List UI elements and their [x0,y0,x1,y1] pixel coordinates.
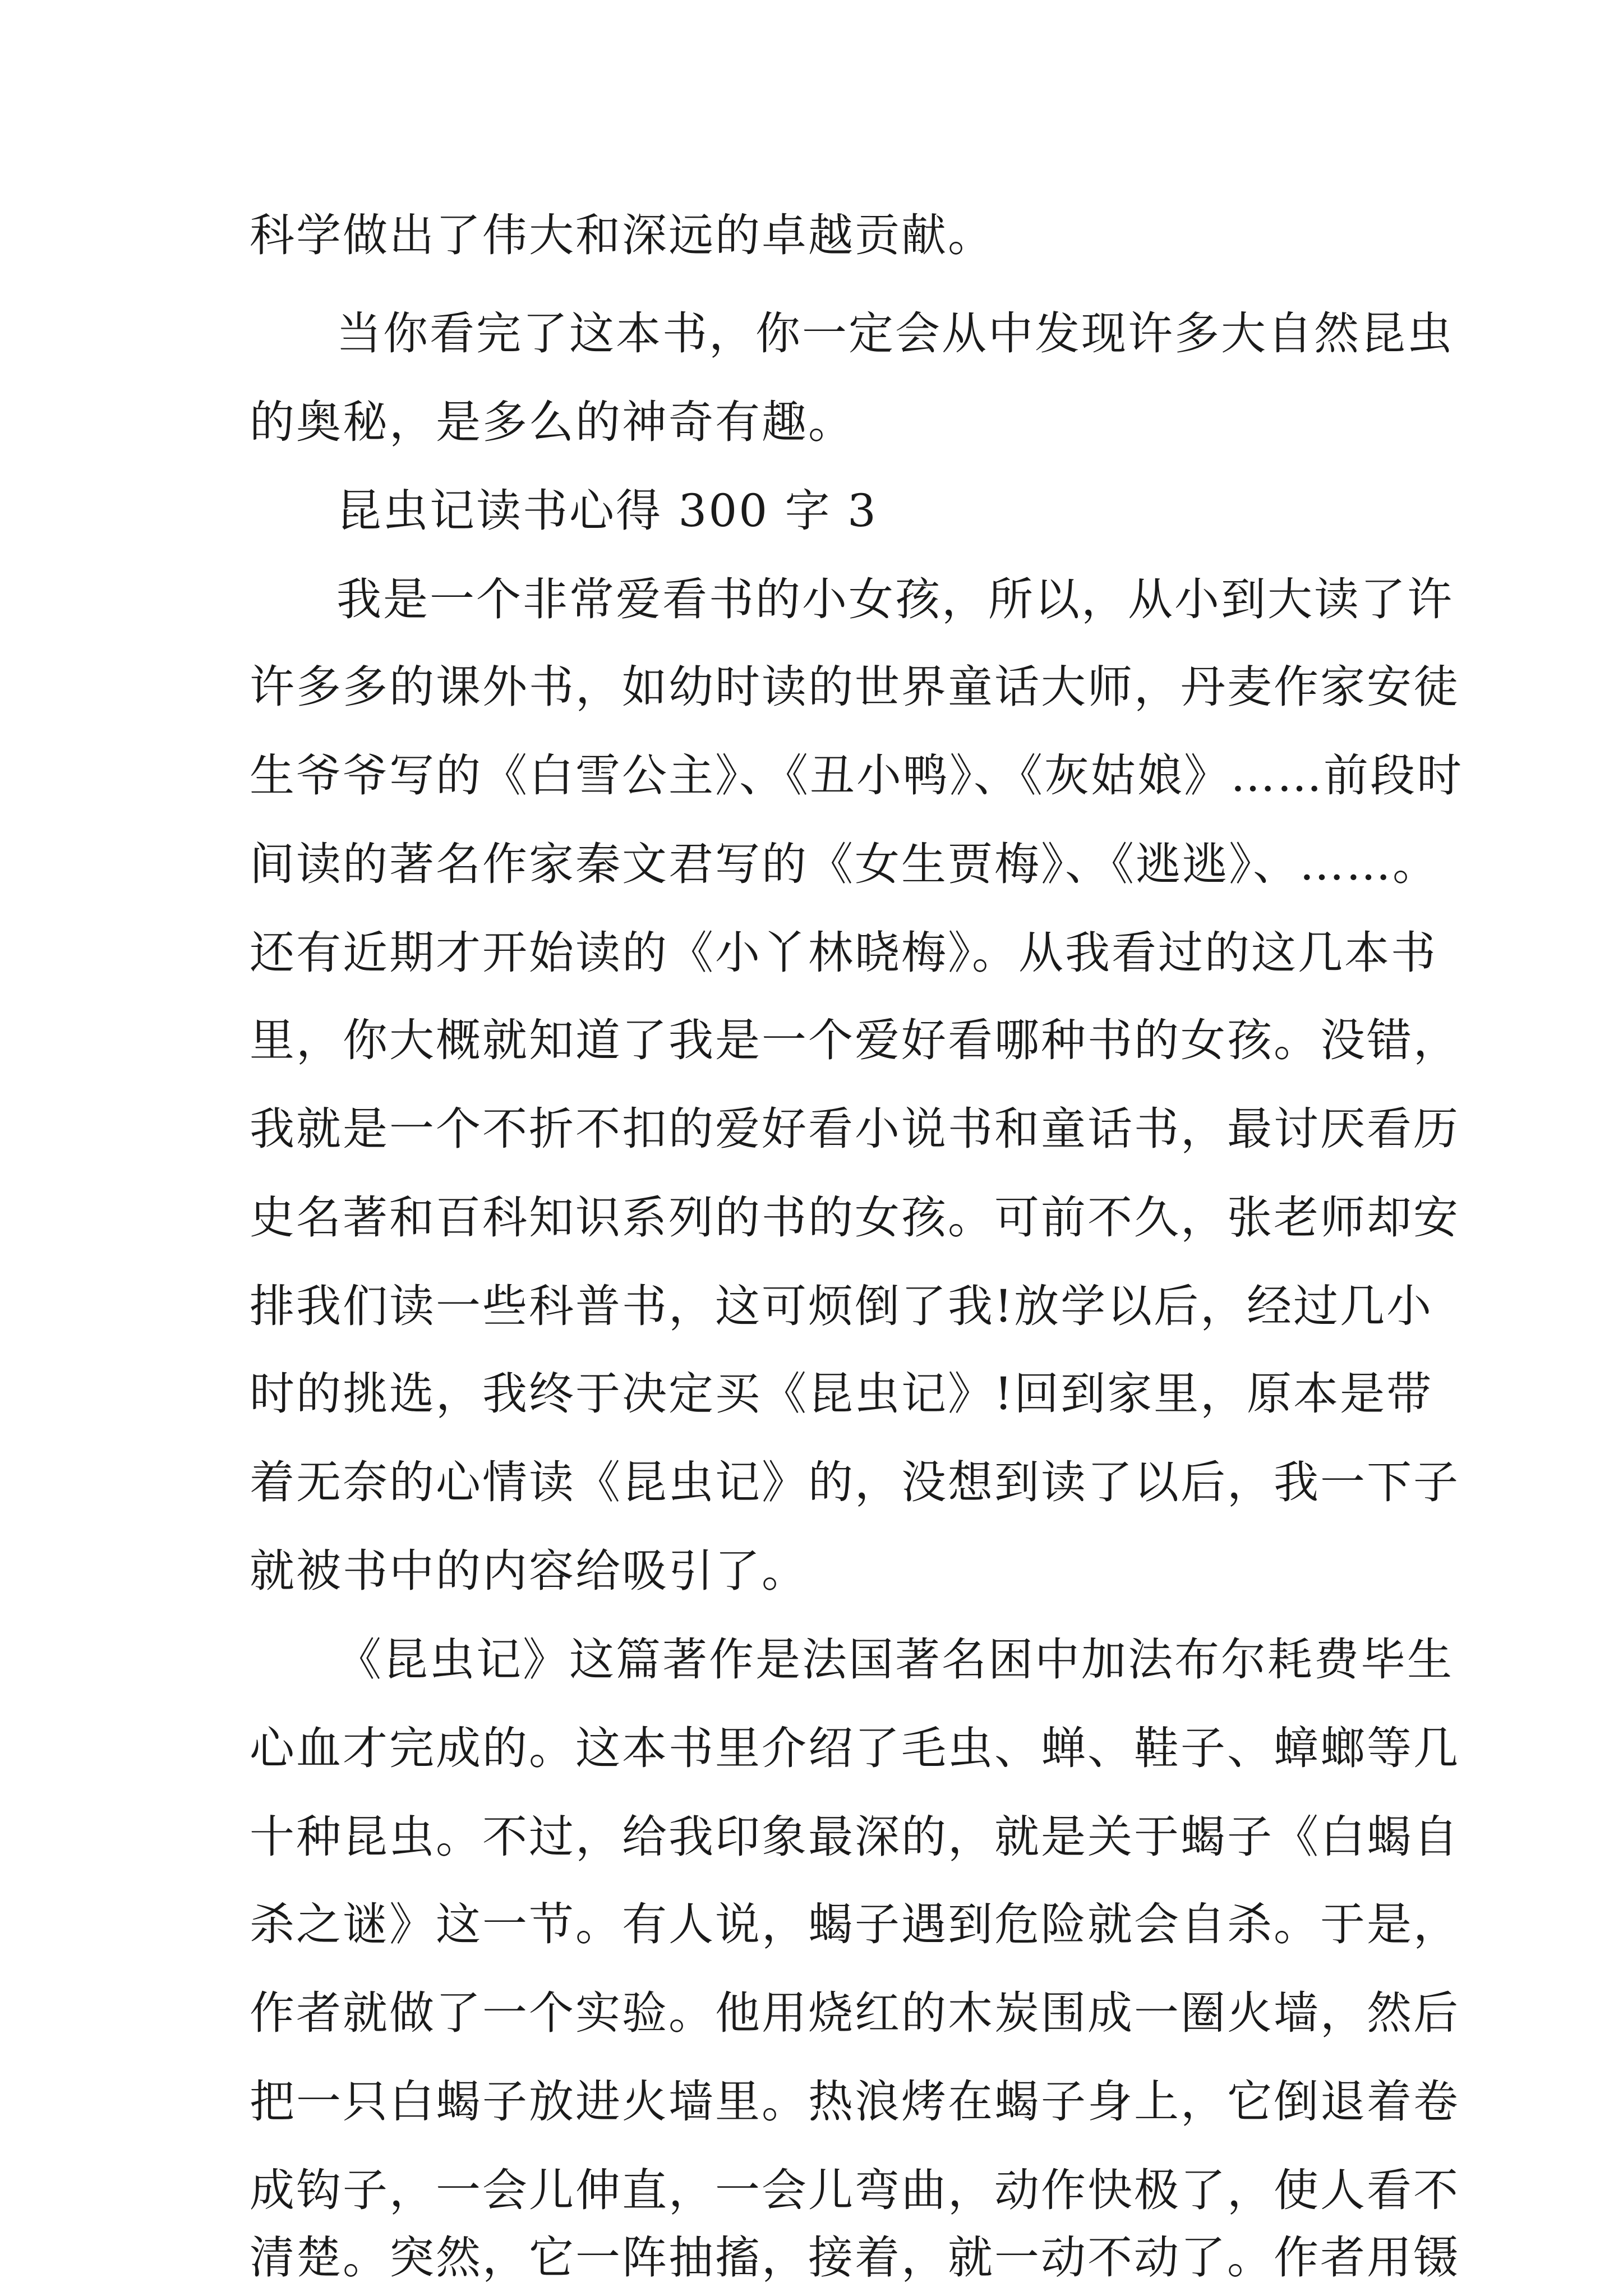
text-line: 我就是一个不折不扣的爱好看小说书和童话书，最讨厌看历 [250,1103,1460,1155]
text-line: 十种昆虫。不过，给我印象最深的，就是关于蝎子《白蝎自 [250,1811,1460,1863]
text-line: 《昆虫记》这篇著作是法国著名困中加法布尔耗费毕生 [336,1634,1454,1686]
text-line: 作者就做了一个实验。他用烧红的木炭围成一圈火墙，然后 [250,1987,1460,2039]
text-line: 成钩子，一会儿伸直，一会儿弯曲，动作快极了，使人看不 [250,2164,1460,2216]
text-line: 的奥秘，是多么的神奇有趣。 [250,396,855,448]
text-line: 间读的著名作家秦文君写的《女生贾梅》、《逃逃》、……。 [250,838,1439,890]
text-line: 里，你大概就知道了我是一个爱好看哪种书的女孩。没错， [250,1014,1460,1066]
text-line: 生爷爷写的《白雪公主》、《丑小鸭》、《灰姑娘》……前段时 [250,749,1463,802]
section-heading: 昆虫记读书心得 300 字 3 [336,485,878,537]
text-line: 清楚。突然，它一阵抽搐，接着，就一动不动了。作者用镊 [250,2231,1460,2284]
text-line: 把一只白蝎子放进火墙里。热浪烤在蝎子身上，它倒退着卷 [250,2076,1460,2128]
text-line: 科学做出了伟大和深远的卓越贡献。 [250,209,994,261]
text-line: 时的挑选，我终于决定买《昆虫记》!回到家里，原本是带 [250,1368,1433,1420]
text-line: 还有近期才开始读的《小丫林晓梅》。从我看过的这几本书 [250,927,1437,979]
text-line: 心血才完成的。这本书里介绍了毛虫、蝉、鞋子、蟑螂等几 [250,1722,1460,1774]
text-line: 着无奈的心情读《昆虫记》的，没想到读了以后，我一下子 [250,1456,1460,1508]
text-line: 杀之谜》这一节。有人说，蝎子遇到危险就会自杀。于是， [250,1898,1460,1950]
text-line: 当你看完了这本书，你一定会从中发现许多大自然昆虫 [336,307,1454,360]
text-line: 许多多的课外书，如幼时读的世界童话大师，丹麦作家安徒 [250,661,1460,713]
text-line: 就被书中的内容给吸引了。 [250,1545,808,1597]
text-line: 我是一个非常爱看书的小女孩，所以，从小到大读了许 [336,573,1454,625]
text-line: 史名著和百科知识系列的书的女孩。可前不久，张老师却安 [250,1191,1460,1244]
text-line: 排我们读一些科普书，这可烦倒了我!放学以后，经过几小 [250,1280,1433,1332]
